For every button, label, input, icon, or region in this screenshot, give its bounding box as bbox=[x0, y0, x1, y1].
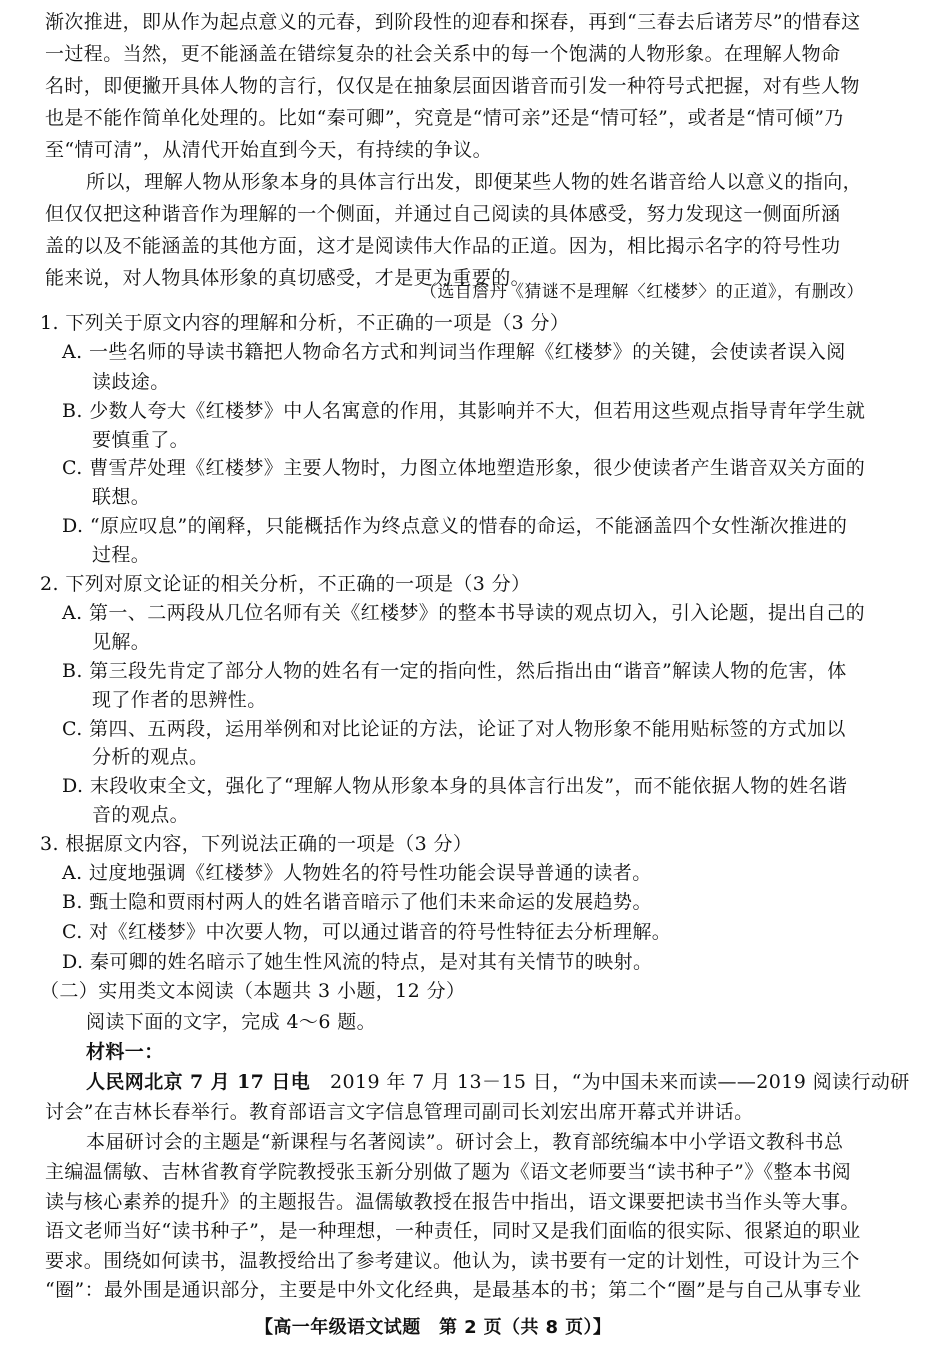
question-2-option-b-cont: 现了作者的思辨性。 bbox=[92, 689, 267, 711]
question-1-option-d: D. “原应叹息”的阐释，只能概括作为终点意义的惜春的命运，不能涵盖四个女性渐次推进的 bbox=[62, 515, 848, 537]
question-1-option-d-cont: 过程。 bbox=[92, 544, 151, 566]
question-2-option-a-cont: 见解。 bbox=[92, 631, 151, 653]
passage-line: 盖的以及不能涵盖的其他方面，这才是阅读伟大作品的正道。因为，相比揭示名字的符号性功 bbox=[45, 235, 841, 257]
material-line: 语文老师当好“读书种子”，是一种理想，一种责任，同时又是我们面临的很实际、很紧迫的职业 bbox=[45, 1220, 861, 1242]
material-line: 讨会”在吉林长春举行。教育部语言文字信息管理司副司长刘宏出席开幕式并讲话。 bbox=[45, 1101, 754, 1123]
question-1-option-c-cont: 联想。 bbox=[92, 486, 151, 508]
question-3-option-a: A. 过度地强调《红楼梦》人物姓名的符号性功能会误导普通的读者。 bbox=[62, 862, 652, 884]
question-1-stem: 1. 下列关于原文内容的理解和分析，不正确的一项是（3 分） bbox=[40, 312, 570, 334]
question-3-option-d: D. 秦可卿的姓名暗示了她生性风流的特点，是对其有关情节的映射。 bbox=[62, 951, 653, 973]
question-2-option-d: D. 末段收束全文，强化了“理解人物从形象本身的具体言行出发”，而不能依据人物的姓名谐 bbox=[62, 775, 848, 797]
passage-line: 至“情可清”，从清代开始直到今天，有持续的争议。 bbox=[45, 139, 493, 161]
material-line: 2019 年 7 月 13－15 日，“为中国未来而读——2019 阅读行动研 bbox=[330, 1071, 910, 1093]
material-line: 本届研讨会的主题是“新课程与名著阅读”。研讨会上，教育部统编本中小学语文教科书总 bbox=[86, 1131, 844, 1153]
question-3-stem: 3. 根据原文内容，下列说法正确的一项是（3 分） bbox=[40, 833, 473, 855]
passage-line: 也是不能作简单化处理的。比如“秦可卿”，究竟是“情可亲”还是“情可轻”，或者是“情可倾”乃 bbox=[45, 107, 844, 129]
question-1-option-a: A. 一些名师的导读书籍把人物命名方式和判词当作理解《红楼梦》的关键，会使读者误入阅 bbox=[62, 341, 846, 363]
question-1-option-a-cont: 读歧途。 bbox=[92, 371, 170, 393]
passage-line: 渐次推进，即从作为起点意义的元春，到阶段性的迎春和探春，再到“三春去后诸芳尽”的惜春这 bbox=[45, 11, 861, 33]
question-2-stem: 2. 下列对原文论证的相关分析，不正确的一项是（3 分） bbox=[40, 573, 531, 595]
question-1-option-b-cont: 要慎重了。 bbox=[92, 429, 190, 451]
question-2-option-a: A. 第一、二两段从几位名师有关《红楼梦》的整本书导读的观点切入，引入论题，提出自己的 bbox=[62, 602, 866, 624]
passage-line: 所以，理解人物从形象本身的具体言行出发，即便某些人物的姓名谐音给人以意义的指向， bbox=[86, 171, 863, 193]
material-line: 要求。围绕如何读书，温教授给出了参考建议。他认为，读书要有一定的计划性，可设计为三个 bbox=[45, 1250, 860, 1272]
section-heading: （二）实用类文本阅读（本题共 3 小题，12 分） bbox=[40, 980, 466, 1002]
question-1-option-c: C. 曹雪芹处理《红楼梦》主要人物时，力图立体地塑造形象，很少使读者产生谐音双关方面的 bbox=[62, 457, 866, 479]
question-2-option-c: C. 第四、五两段，运用举例和对比论证的方法，论证了对人物形象不能用贴标签的方式加以 bbox=[62, 718, 846, 740]
section-instruction: 阅读下面的文字，完成 4～6 题。 bbox=[86, 1011, 377, 1033]
question-2-option-c-cont: 分析的观点。 bbox=[92, 746, 209, 768]
passage-line: 但仅仅把这种谐音作为理解的一个侧面，并通过自己阅读的具体感受，努力发现这一侧面所涵 bbox=[45, 203, 841, 225]
material-label: 材料一： bbox=[86, 1041, 164, 1063]
passage-line: 能来说，对人物具体形象的真切感受，才是更为重要的。 bbox=[45, 267, 531, 289]
material-line: 主编温儒敏、吉林省教育学院教授张玉新分别做了题为《语文老师要当“读书种子”》《整本书阅 bbox=[45, 1161, 852, 1183]
material-line: “圈”：最外围是通识部分，主要是中外文化经典，是最基本的书；第二个“圈”是与自己从事专业 bbox=[45, 1279, 862, 1301]
question-2-option-d-cont: 音的观点。 bbox=[92, 804, 190, 826]
news-dateline: 人民网北京 7 月 17 日电 bbox=[86, 1071, 311, 1093]
page-footer: 【高一年级语文试题 第 2 页（共 8 页）】 bbox=[255, 1317, 612, 1338]
passage-line: 一过程。当然，更不能涵盖在错综复杂的社会关系中的每一个饱满的人物形象。在理解人物命 bbox=[45, 43, 841, 65]
passage-line: 名时，即便撇开具体人物的言行，仅仅是在抽象层面因谐音而引发一种符号式把握，对有些人物 bbox=[45, 75, 860, 97]
question-1-option-b: B. 少数人夸大《红楼梦》中人名寓意的作用，其影响并不大，但若用这些观点指导青年学生就 bbox=[62, 400, 866, 422]
passage-source: （选自詹丹《猜谜不是理解〈红楼梦〉的正道》，有删改） bbox=[420, 282, 864, 302]
question-2-option-b: B. 第三段先肯定了部分人物的姓名有一定的指向性，然后指出由“谐音”解读人物的危害，体 bbox=[62, 660, 847, 682]
question-3-option-c: C. 对《红楼梦》中次要人物，可以通过谐音的符号性特征去分析理解。 bbox=[62, 921, 672, 943]
material-line: 读与核心素养的提升》的主题报告。温儒敏教授在报告中指出，语文课要把读书当作头等大事。 bbox=[45, 1191, 860, 1213]
question-3-option-b: B. 甄士隐和贾雨村两人的姓名谐音暗示了他们未来命运的发展趋势。 bbox=[62, 891, 652, 913]
